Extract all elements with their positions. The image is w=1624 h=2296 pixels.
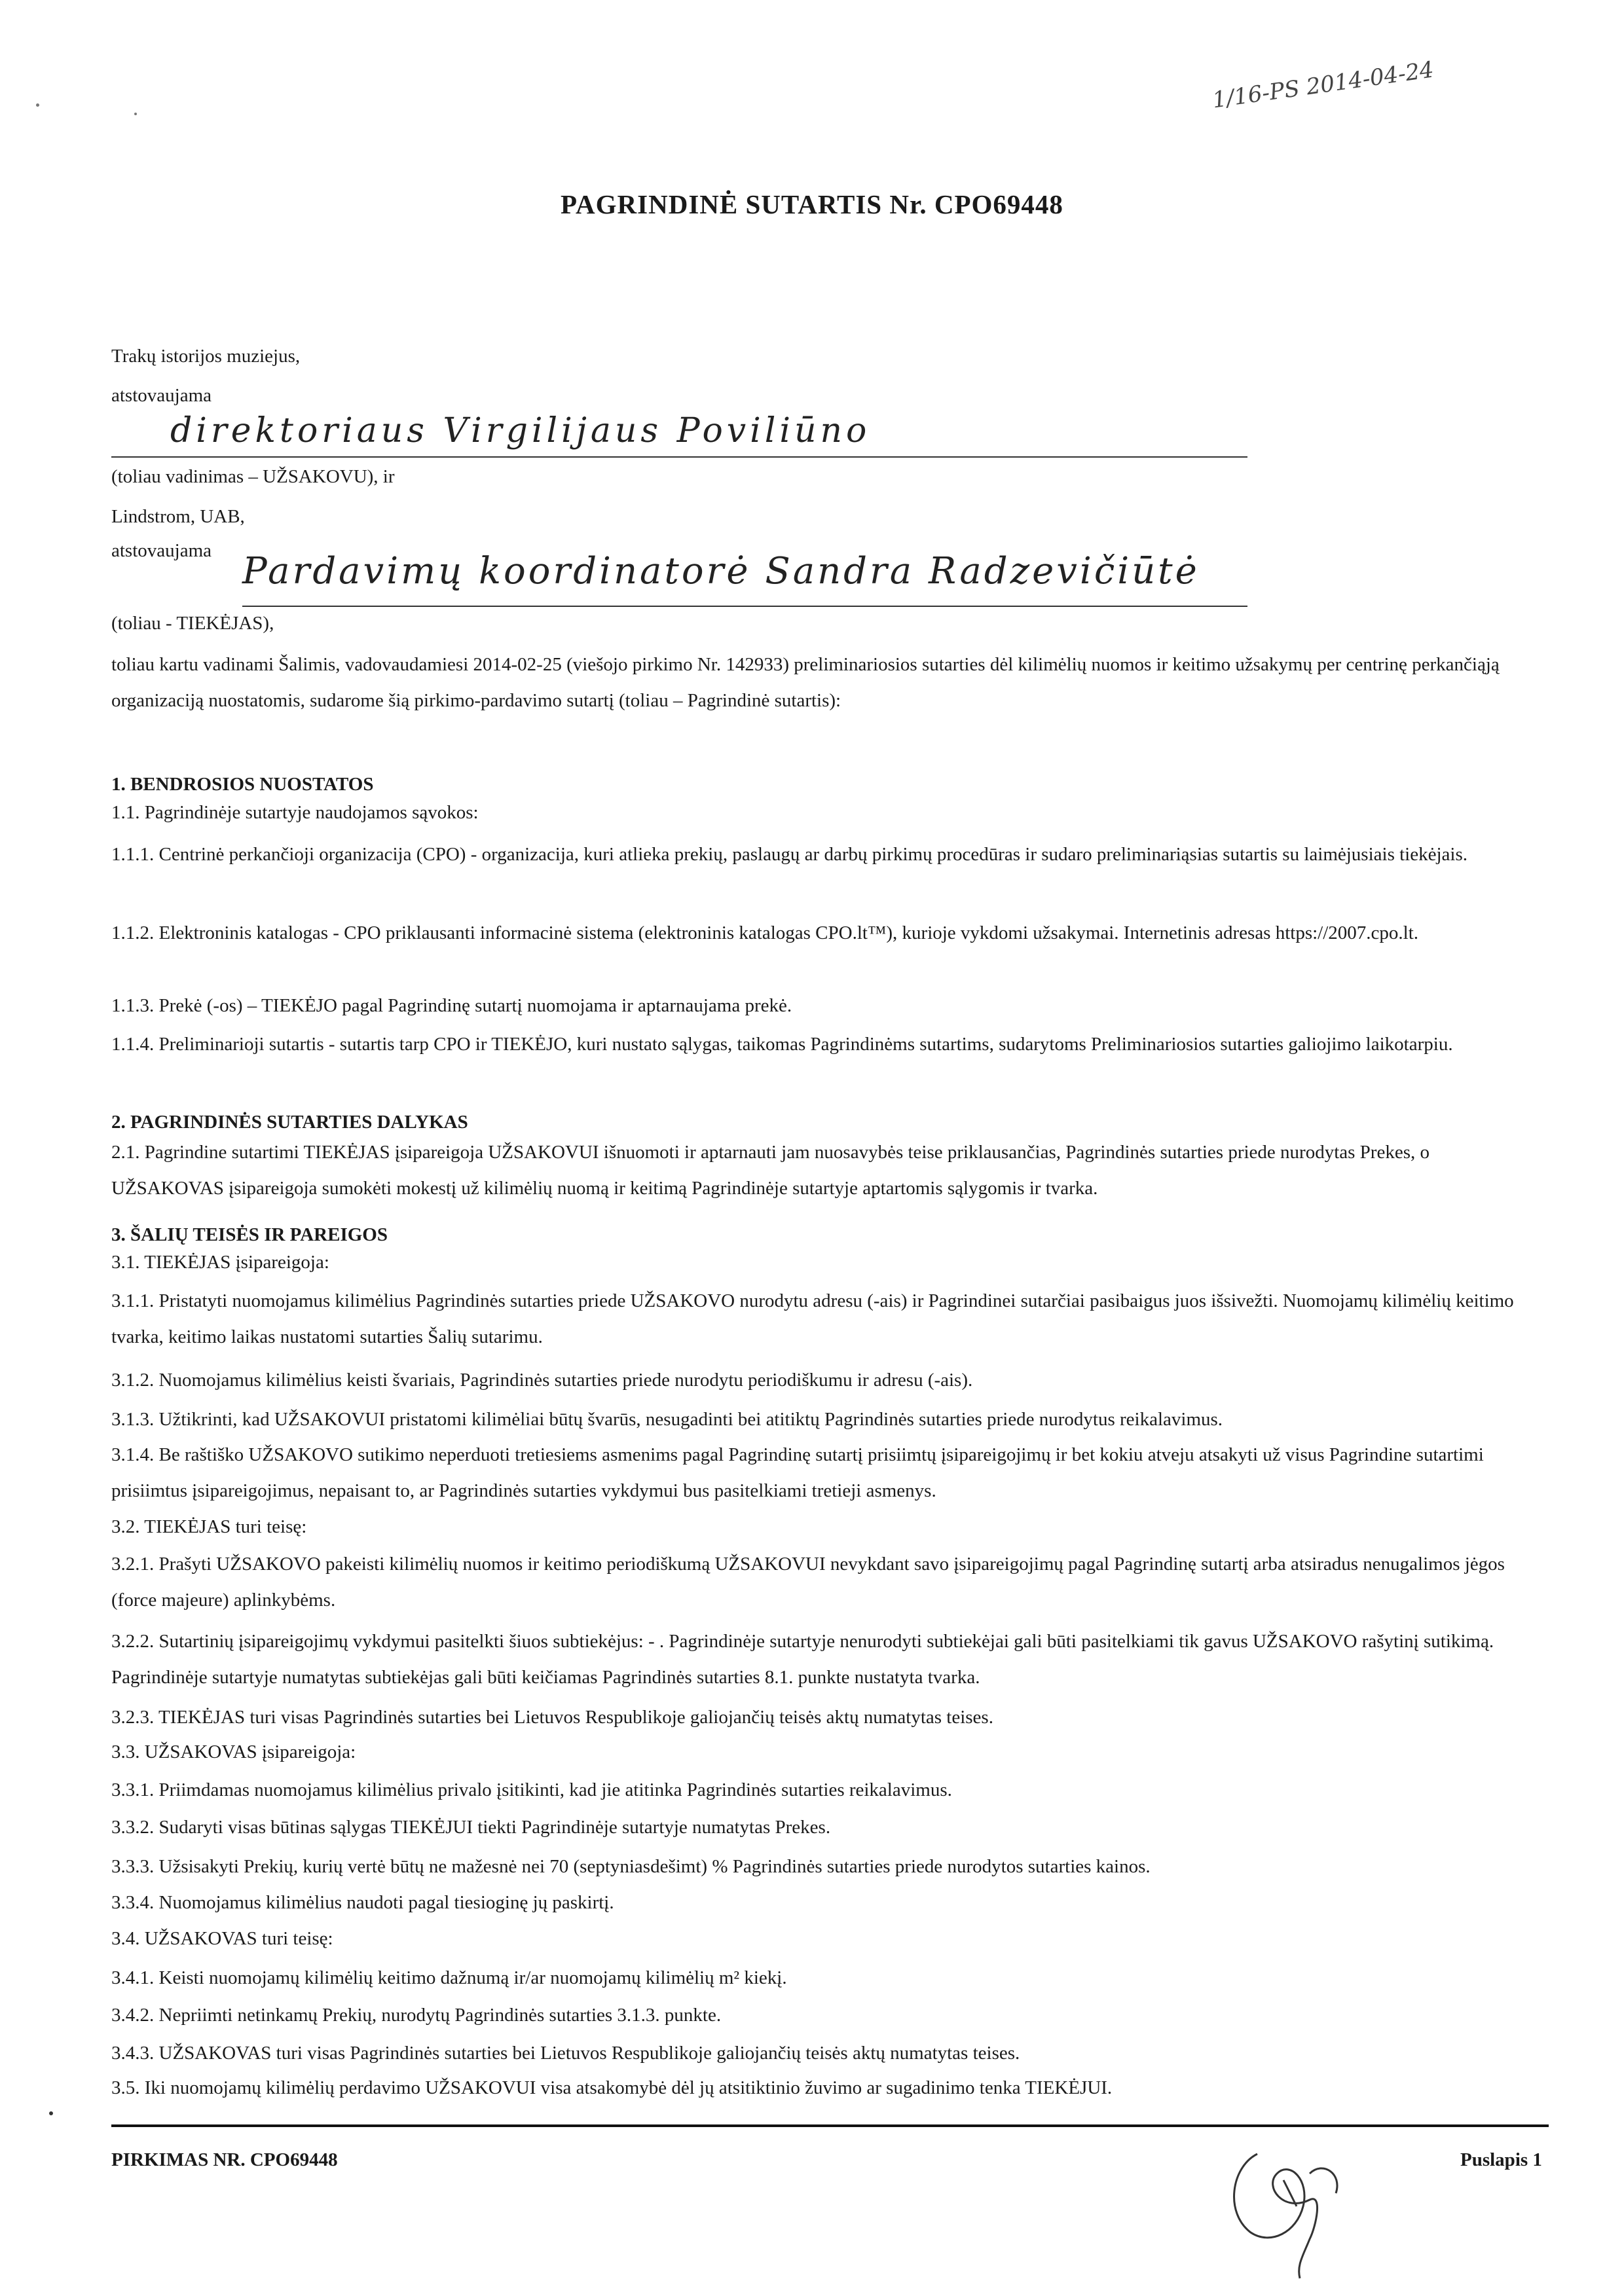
clause-3-1-1: 3.1.1. Pristatyti nuomojamus kilimėlius Pagrindinės sutarties priede UŽSAKOVO nurodytu adresu (-ais) ir Pagrindinei sutarčiai pasibaigus juos išsivežti. Nuomojamų kilimėlių keitimo tvarka, keitimo laikas nustatomi sutarties Šalių sutarimu. [111, 1290, 1514, 1347]
clause-1-1-1: 1.1.1. Centrinė perkančioji organizacija (CPO) - organizacija, kuri atlieka prekių, paslaugų ar darbų pirkimų procedūras ir sudaro preliminariąsias sutartis su laimėjusiais tiekėjais. [111, 844, 1467, 865]
initials-signature-icon [1211, 2134, 1369, 2285]
clause-3-1-2: 3.1.2. Nuomojamus kilimėlius keisti švariais, Pagrindinės sutarties priede nurodytu periodiškumu ir adresu (-ais). [111, 1370, 973, 1391]
clause-3-2-1: 3.2.1. Prašyti UŽSAKOVO pakeisti kilimėlių nuomos ir keitimo periodiškumą UŽSAKOVUI nevykdant savo įsipareigojimų pagal Pagrindinę sutartį arba atsiradus nenugalimos jėgos (force majeure) aplinkybėms. [111, 1554, 1505, 1611]
section-2-heading: 2. PAGRINDINĖS SUTARTIES DALYKAS [111, 1112, 468, 1133]
clause-3-3-1: 3.3.1. Priimdamas nuomojamus kilimėlius privalo įsitikinti, kad jie atitinka Pagrindinės sutarties reikalavimus. [111, 1779, 952, 1800]
clause-3-4-1: 3.4.1. Keisti nuomojamų kilimėlių keitimo dažnumą ir/ar nuomojamų kilimėlių m² kiekį. [111, 1967, 787, 1988]
contract-title: PAGRINDINĖ SUTARTIS Nr. CPO69448 [561, 189, 1063, 219]
clause-2-1: 2.1. Pagrindine sutartimi TIEKĖJAS įsipareigoja UŽSAKOVUI išnuomoti ir aptarnauti jam nuosavybės teise priklausančias, Pagrindinės sutarties priede nurodytas Prekes, o UŽSAKOVAS įsipareigoja sumokėti mokestį už kilimėlių nuomą ir keitimą Pagrindinėje sutartyje aptartomis sąlygomis ir tvarka. [111, 1142, 1430, 1199]
clause-3-2-2: 3.2.2. Sutartinių įsipareigojimų vykdymui pasitelkti šiuos subtiekėjus: - . Pagrindinėje sutartyje nenurodyti subtiekėjai gali būti pasitelkiami tik gavus UŽSAKOVO rašytinį sutikimą. Pagrindinėje sutartyje numatytas subtiekėjas gali būti keičiamas Pagrindinės sutarties 8.1. punkte nustatyta tvarka. [111, 1631, 1494, 1688]
represented-by-label: atstovaujama [111, 385, 212, 406]
clause-1-1: 1.1. Pagrindinėje sutartyje naudojamos sąvokos: [111, 802, 479, 823]
customer-name: Trakų istorijos muziejus, [111, 346, 301, 367]
customer-signer-line [111, 456, 1247, 458]
supplier-signer-line [242, 606, 1247, 607]
clause-3-4-2: 3.4.2. Nepriimti netinkamų Prekių, nurodytų Pagrindinės sutarties 3.1.3. punkte. [111, 2005, 722, 2026]
clause-3-3: 3.3. UŽSAKOVAS įsipareigoja: [111, 1741, 356, 1762]
footer-procurement-number: PIRKIMAS NR. CPO69448 [111, 2149, 338, 2170]
clause-3-1: 3.1. TIEKĖJAS įsipareigoja: [111, 1252, 329, 1273]
clause-3-3-3: 3.3.3. Užsisakyti Prekių, kurių vertė būtų ne mažesnė nei 70 (septyniasdešimt) % Pagrindinės sutarties priede nurodytos sutarties kainos. [111, 1856, 1151, 1877]
clause-3-3-2: 3.3.2. Sudaryti visas būtinas sąlygas TIEKĖJUI tiekti Pagrindinėje sutartyje numatytas Prekes. [111, 1817, 831, 1838]
clause-1-1-2: 1.1.2. Elektroninis katalogas - CPO priklausanti informacinė sistema (elektroninis katalogas CPO.lt™), kurioje vykdomi užsakymai. Internetinis adresas https://2007.cpo.lt. [111, 922, 1419, 943]
section-1-heading: 1. BENDROSIOS NUOSTATOS [111, 774, 374, 795]
footer-page-number: Puslapis 1 [1460, 2149, 1542, 2170]
customer-signer-handwritten: direktoriaus Virgilijaus Poviliūno [170, 411, 871, 450]
clause-1-1-3: 1.1.3. Prekė (-os) – TIEKĖJO pagal Pagrindinę sutartį nuomojama ir aptarnaujama prekė. [111, 995, 792, 1016]
scan-speck [134, 113, 137, 115]
clause-3-2: 3.2. TIEKĖJAS turi teisę: [111, 1516, 307, 1537]
supplier-alias: (toliau - TIEKĖJAS), [111, 613, 274, 634]
clause-3-4: 3.4. UŽSAKOVAS turi teisę: [111, 1928, 333, 1949]
represented-by-label-2: atstovaujama [111, 540, 212, 561]
clause-3-1-4: 3.1.4. Be raštiško UŽSAKOVO sutikimo neperduoti tretiesiems asmenims pagal Pagrindinę sutartį prisiimtų įsipareigojimų ir bet kokiu atveju atsakyti už visus Pagrindine sutartimi prisiimtus įsipareigojimus, nepaisant to, ar Pagrindinės sutarties vykdymui bus pasitelkiami tretieji asmenys. [111, 1444, 1484, 1501]
clause-3-2-3: 3.2.3. TIEKĖJAS turi visas Pagrindinės sutarties bei Lietuvos Respublikoje galiojančių teisės aktų numatytas teises. [111, 1707, 993, 1728]
supplier-name: Lindstrom, UAB, [111, 506, 245, 527]
footer-rule [111, 2124, 1549, 2127]
clause-3-3-4: 3.3.4. Nuomojamus kilimėlius naudoti pagal tiesioginę jų paskirtį. [111, 1892, 614, 1913]
scan-speck [36, 103, 39, 107]
clause-3-5: 3.5. Iki nuomojamų kilimėlių perdavimo UŽSAKOVUI visa atsakomybė dėl jų atsitiktinio žuvimo ar sugadinimo tenka TIEKĖJUI. [111, 2077, 1113, 2098]
scan-speck [49, 2111, 53, 2115]
customer-alias: (toliau vadinimas – UŽSAKOVU), ir [111, 466, 395, 487]
clause-3-4-3: 3.4.3. UŽSAKOVAS turi visas Pagrindinės sutarties bei Lietuvos Respublikoje galiojančių teisės aktų numatytas teises. [111, 2043, 1020, 2064]
clause-1-1-4: 1.1.4. Preliminarioji sutartis - sutartis tarp CPO ir TIEKĖJO, kuri nustato sąlygas, taikomas Pagrindinėms sutartims, sudarytoms Preliminariosios sutarties galiojimo laikotarpiu. [111, 1034, 1453, 1055]
section-3-heading: 3. ŠALIŲ TEISĖS IR PAREIGOS [111, 1224, 388, 1245]
clause-3-1-3: 3.1.3. Užtikrinti, kad UŽSAKOVUI pristatomi kilimėliai būtų švarūs, nesugadinti bei atitiktų Pagrindinės sutarties priede nurodytus reikalavimus. [111, 1409, 1223, 1430]
handwritten-registration-note: 1/16-PS 2014-04-24 [1210, 56, 1435, 114]
intro-paragraph: toliau kartu vadinami Šalimis, vadovaudamiesi 2014-02-25 (viešojo pirkimo Nr. 142933) preliminariosios sutarties dėl kilimėlių nuomos ir keitimo užsakymų per centrinę perkančiąją organizaciją nuostatomis, sudarome šią pirkimo-pardavimo sutartį (toliau – Pagrindinė sutartis): [111, 654, 1500, 711]
supplier-signer-handwritten: Pardavimų koordinatorė Sandra Radzevičiūtė [242, 550, 1200, 592]
